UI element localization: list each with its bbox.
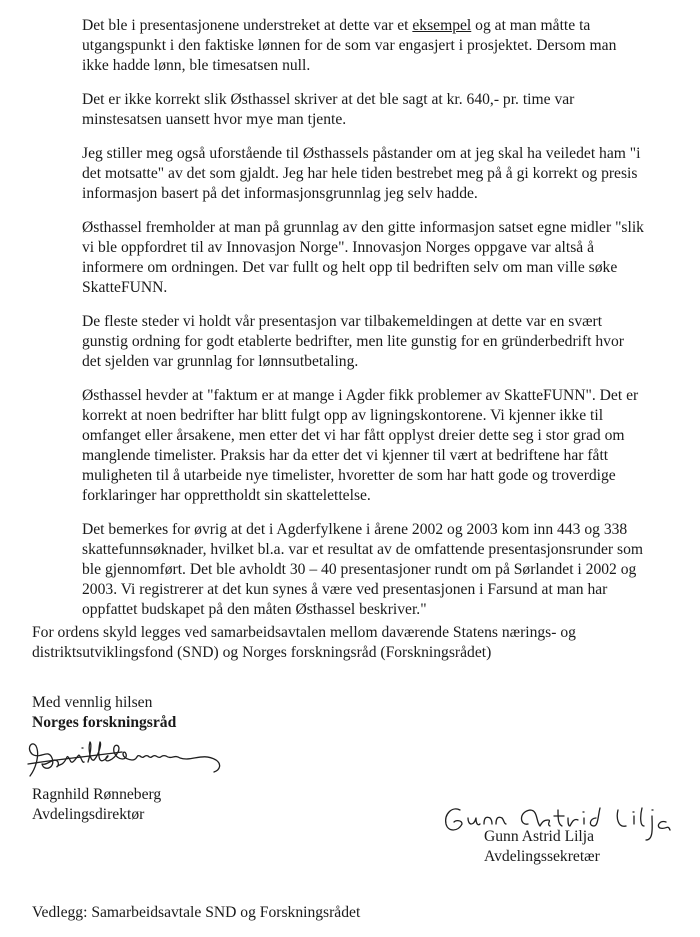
- signer-title-right: Avdelingssekretær: [484, 848, 600, 865]
- signer-title-left: Avdelingsdirektør: [32, 806, 145, 823]
- closing-note: For ordens skyld legges ved samarbeidsavtalen mellom daværende Statens nærings- og distriktsutviklingsfond (SND) og Norges forskningsråd (Forskningsrådet): [32, 624, 576, 661]
- quoted-statement: [82, 16, 692, 634]
- signer-name-right: Gunn Astrid Lilja: [484, 828, 595, 845]
- paragraph-feedback: De fleste steder vi holdt vår presentasjon var tilbakemeldingen at dette var en svært gunstig ordning for godt etablerte bedrifter, men lite gunstig for en gründerbedrift hvor det sjelden var grunnlag for lønnsutbetaling.: [82, 313, 624, 370]
- paragraph-example-note: Det ble i presentasjonene understreket at dette var et eksempel og at man måtte ta utgangspunkt i den faktiske lønnen for de som var engasjert i prosjektet. Dersom man ikke hadde lønn, ble timesatsen null.: [82, 17, 617, 74]
- paragraph-minimum-rate: Det er ikke korrekt slik Østhassel skriver at det ble sagt at kr. 640,- pr. time var minstesatsen uansett hvor mye man tjente.: [82, 91, 575, 128]
- organization-name: Norges forskningsråd: [32, 714, 177, 731]
- underlined-word: eksempel: [412, 17, 472, 34]
- greeting: Med vennlig hilsen: [32, 694, 153, 711]
- paragraph-statistics: Det bemerkes for øvrig at det i Agderfylkene i årene 2002 og 2003 kom inn 443 og 338 skattefunnsøknader, hvilket bl.a. var et resultat av de omfattende presentasjonsrunder som ble gjennomført. Det ble avholdt 30 – 40 presentasjoner rundt om på Sørlandet i 2002 og 2003. Vi registrerer at det kun synes å være ved presentasjonen i Farsund at man har oppfattet budskapet på den måten Østhassel beskriver.": [82, 521, 644, 618]
- paragraph-guidance: Jeg stiller meg også uforstående til Østhassels påstander om at jeg skal ha veiledet ham "i det motsatte" av det som gjaldt. Jeg har hele tiden bestrebet meg på å gi korrekt og presis informasjon basert på det informasjonsgrunnlag jeg selv hadde.: [82, 145, 641, 202]
- paragraph-own-funds: Østhassel fremholder at man på grunnlag av den gitte informasjon satset egne midler "slik vi ble oppfordret til av Innovasjon Norge". Innovasjon Norges oppgave var altså å informere om ordningen. Det var fullt og helt opp til bedriften selv om man ville søke SkatteFUNN.: [82, 219, 644, 296]
- attachment-note: Vedlegg: Samarbeidsavtale SND og Forskningsrådet: [32, 904, 361, 921]
- paragraph-problems: Østhassel hevder at "faktum er at mange i Agder fikk problemer av SkatteFUNN". Det er korrekt at noen bedrifter har blitt fulgt opp av ligningskontorene. Vi kjenner ikke til omfanget eller årsakene, men etter det vi har fått opplyst dreier dette seg i stor grad om manglende timelister. Praksis har da etter det vi kjenner til vært at bedriftene har fått muligheten til å utarbeide nye timelister, hvoretter de som har hatt gode og troverdige forklaringer har opprettholdt sin skattelettelse.: [82, 387, 639, 504]
- signer-name-left: Ragnhild Rønneberg: [32, 786, 162, 803]
- signature-ragnhild: [22, 738, 252, 788]
